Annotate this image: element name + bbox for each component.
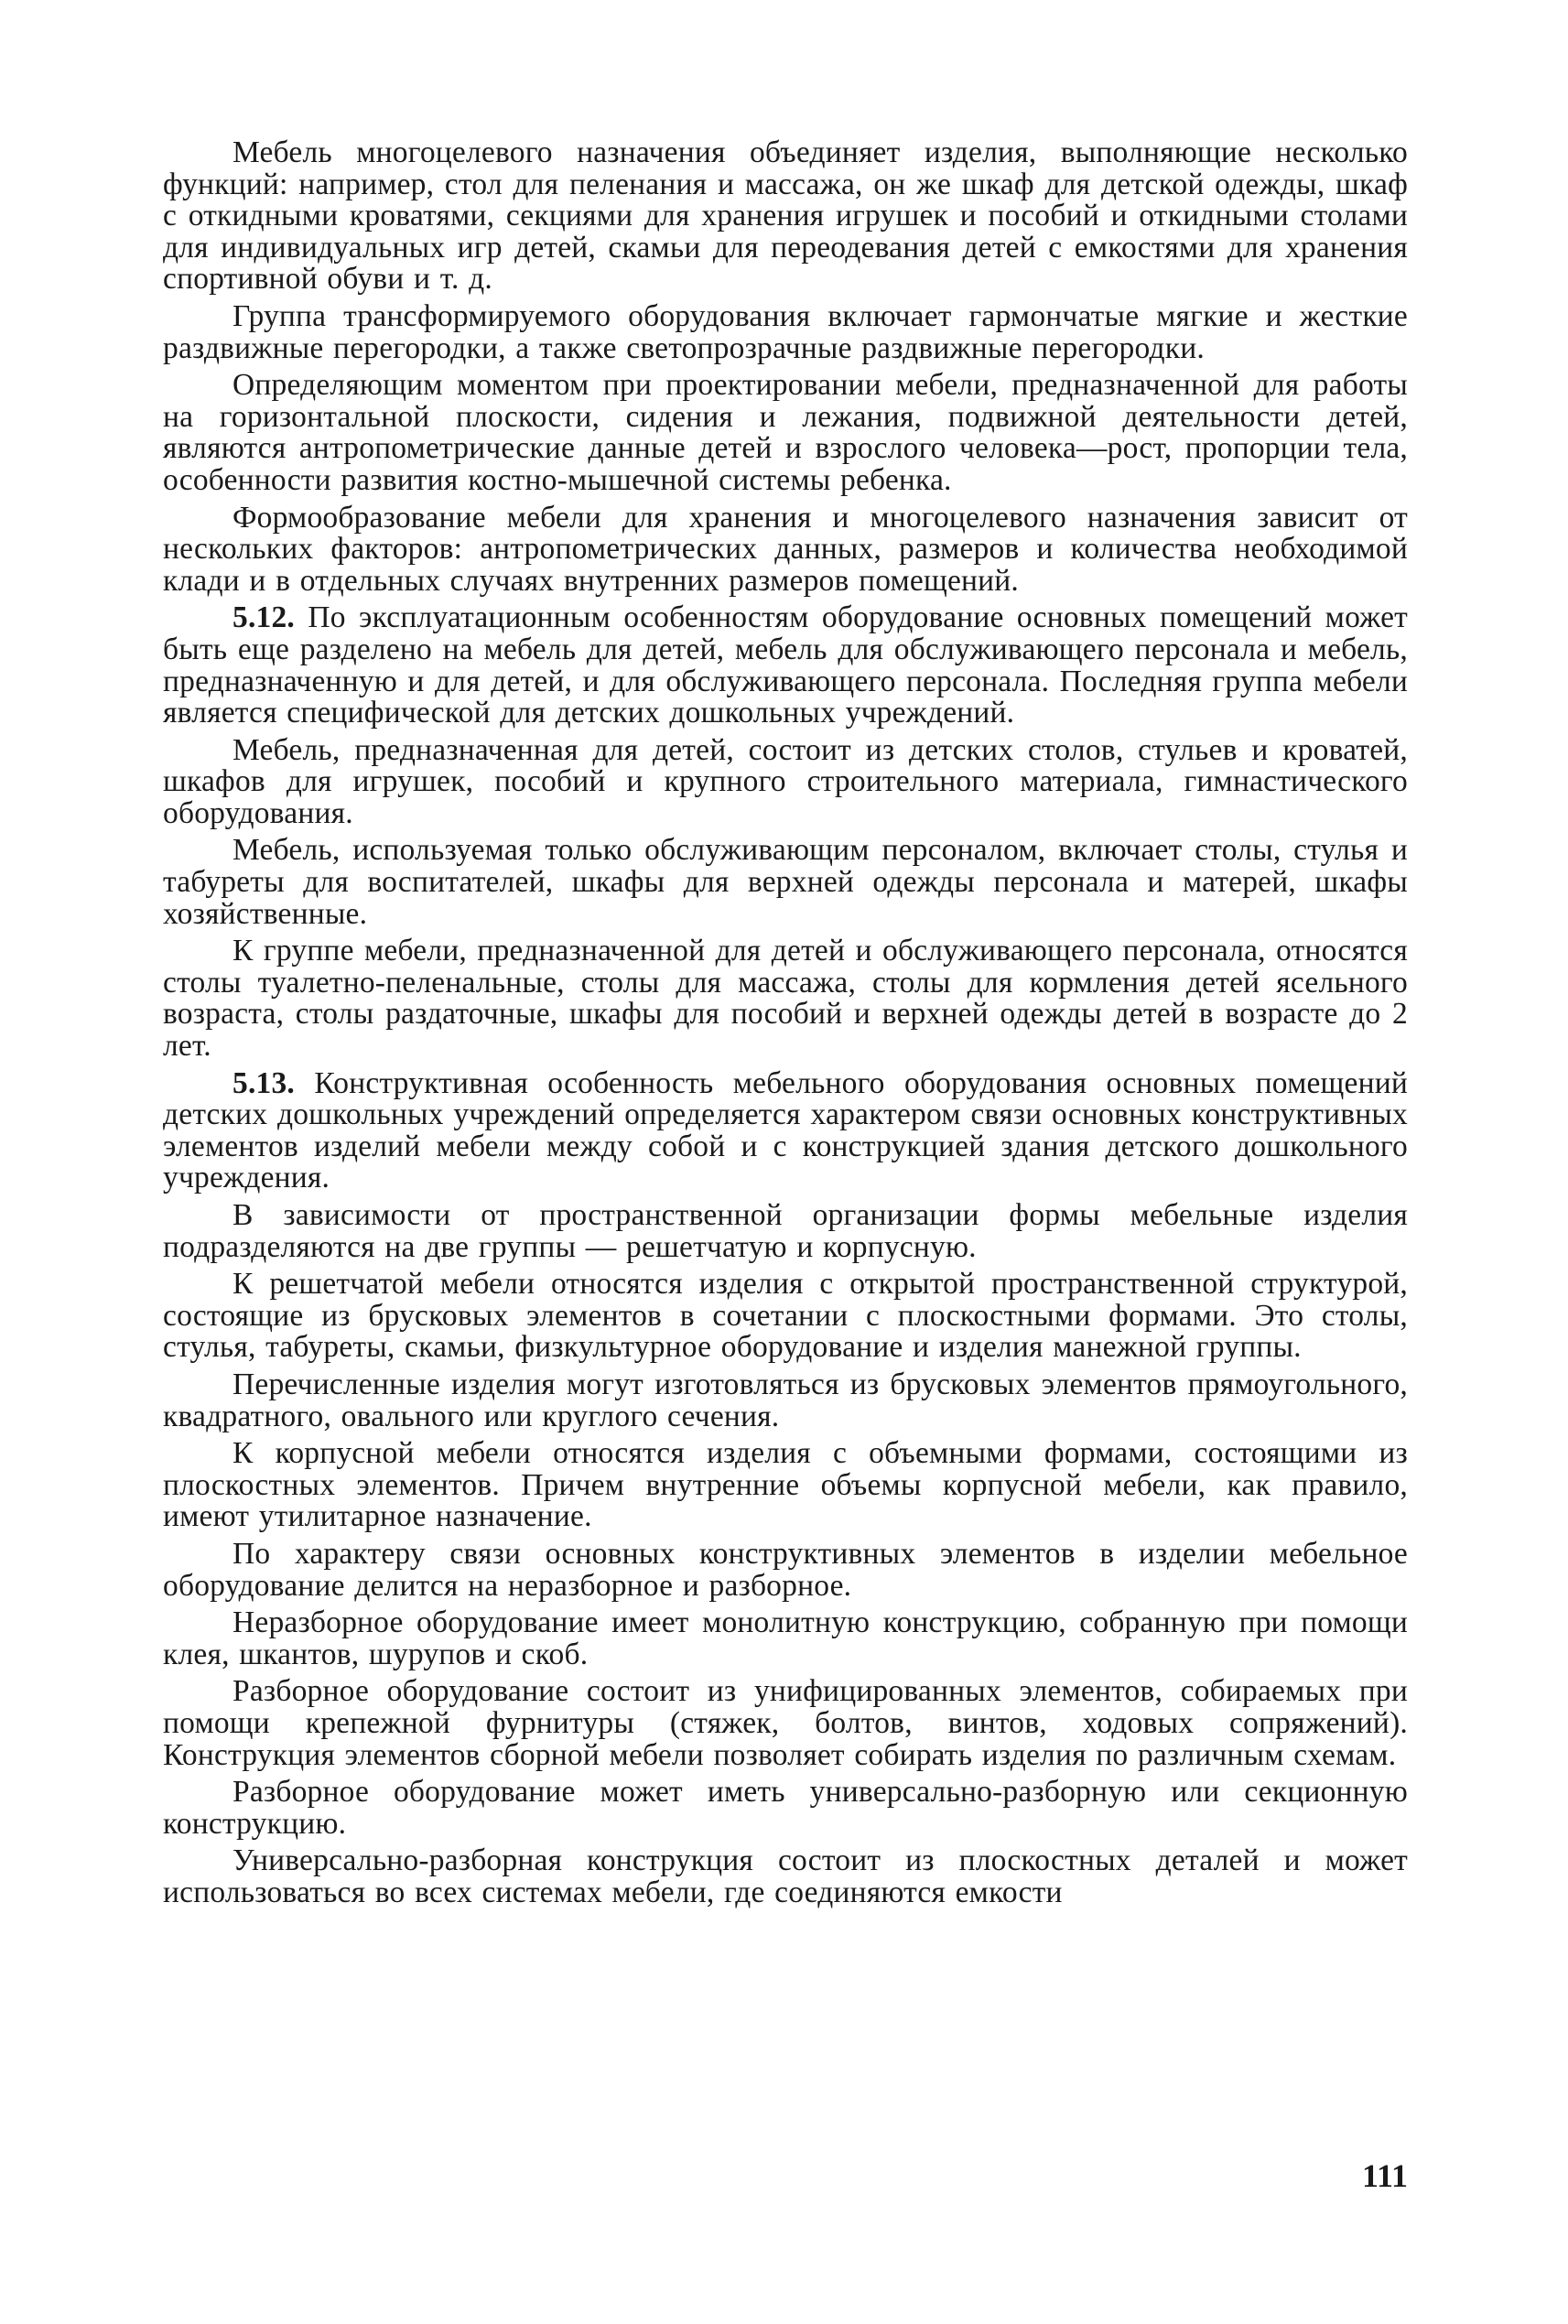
paragraph-text: Мебель, предназначенная для детей, состоит из детских столов, стульев и кроватей, шкафов для игрушек, пособий и крупного строительного материала, гимнастического оборудования. xyxy=(163,732,1408,830)
paragraph xyxy=(163,137,1408,296)
section-number: 5.12. xyxy=(232,600,295,635)
paragraph-section-5-13 xyxy=(163,1065,1409,1195)
paragraph-text: По эксплуатационным особенностям оборудование основных помещений может быть еще разделено на мебель для детей, мебель для обслуживающего персонала и мебель, предназначенную и для детей, и для обслуживающего персонала. Последняя группа мебели является специфической для детских дошкольных учреждений. xyxy=(163,600,1408,730)
paragraph xyxy=(163,1536,1408,1603)
paragraph xyxy=(163,370,1408,496)
page-number: 111 xyxy=(1361,2157,1408,2194)
paragraph-text: В зависимости от пространственной организации формы мебельные изделия подразделяются на две группы — решетчатую и корпусную. xyxy=(163,1198,1408,1264)
paragraph xyxy=(163,1200,1408,1263)
paragraph xyxy=(163,1845,1408,1908)
paragraph-text: Мебель многоцелевого назначения объединяет изделия, выполняющие несколько функций: например, стол для пеленания и массажа, он же шкаф для детской одежды, шкаф с откидными кроватями, секциями для хранения игрушек и пособий и откидными столами для индивидуальных игр детей, скамьи для переодевания детей с емкостями для хранения спортивной обуви и т. д. xyxy=(163,135,1408,297)
paragraph xyxy=(163,1438,1408,1533)
paragraph-text: Формообразование мебели для хранения и многоцелевого назначения зависит от нескольких факторов: антропометрических данных, размеров и количества необходимой клади и в отдельных случаях внутренних размеров помещений. xyxy=(163,500,1408,598)
paragraph-text: Разборное оборудование состоит из унифицированных элементов, собираемых при помощи крепежной фурнитуры (стяжек, болтов, винтов, ходовых сопряжений). Конструкция элементов сборной мебели позволяет собирать изделия по различным схемам. xyxy=(163,1674,1408,1772)
paragraph-text: Группа трансформируемого оборудования включает гармончатые мягкие и жесткие раздвижные перегородки, а также светопрозрачные раздвижные перегородки. xyxy=(163,298,1408,365)
paragraph-text: Мебель, используемая только обслуживающим персоналом, включает столы, стулья и табуреты для воспитателей, шкафы для верхней одежды персонала и матерей, шкафы хозяйственные. xyxy=(163,833,1408,931)
paragraph-text: Универсально-разборная конструкция состоит из плоскостных деталей и может использоваться во всех системах мебели, где соединяются емкости xyxy=(163,1843,1408,1909)
paragraph-text: По характеру связи основных конструктивных элементов в изделии мебельное оборудование делится на неразборное и разборное. xyxy=(163,1536,1408,1603)
paragraph-text: Разборное оборудование может иметь универсально-разборную или секционную конструкцию. xyxy=(163,1775,1408,1841)
paragraph xyxy=(163,500,1408,598)
paragraph-text: К группе мебели, предназначенной для детей и обслуживающего персонала, относятся столы туалетно-пеленальные, столы для массажа, столы для кормления детей ясельного возраста, столы раздаточные, шкафы для пособий и верхней одежды детей в возрасте до 2 лет. xyxy=(163,934,1408,1064)
paragraph-text: Определяющим моментом при проектировании мебели, предназначенной для работы на горизонтальной плоскости, сидения и лежания, подвижной деятельности детей, являются антропометрические данные детей и взрослого человека—рост, пропорции тела, особенности развития костно-мышечной системы ребенка. xyxy=(163,368,1408,497)
paragraph xyxy=(163,1607,1408,1670)
paragraph-text: К корпусной мебели относятся изделия с объемными формами, состоящими из плоскостных элементов. Причем внутренние объемы корпусной мебели, как правило, имеют утилитарное назначение. xyxy=(163,1436,1408,1534)
paragraph-text: Неразборное оборудование имеет монолитную конструкцию, собранную при помощи клея, шкантов, шурупов и скоб. xyxy=(163,1605,1408,1671)
paragraph xyxy=(163,1676,1408,1771)
section-number: 5.13. xyxy=(232,1065,295,1100)
paragraph-text: Конструктивная особенность мебельного оборудования основных помещений детских дошкольных учреждений определяется характером связи основных конструктивных элементов изделий мебели между собой и с конструкцией здания детского дошкольного учреждения. xyxy=(163,1065,1409,1195)
paragraph xyxy=(163,935,1408,1062)
paragraph xyxy=(163,1777,1408,1840)
paragraph xyxy=(163,732,1408,830)
paragraph xyxy=(163,1269,1408,1364)
paragraph-text: Перечисленные изделия могут изготовляться из брусковых элементов прямоугольного, квадратного, овального или круглого сечения. xyxy=(163,1367,1408,1433)
paragraph xyxy=(163,298,1408,365)
paragraph xyxy=(163,835,1408,930)
paragraph-section-5-12 xyxy=(163,602,1408,729)
paragraph xyxy=(163,1369,1408,1432)
paragraph-text: К решетчатой мебели относятся изделия с открытой пространственной структурой, состоящие из брусковых элементов в сочетании с плоскостными формами. Это столы, стулья, табуреты, скамьи, физкультурное оборудование и изделия манежной группы. xyxy=(163,1267,1408,1365)
page-body xyxy=(163,137,1408,1914)
